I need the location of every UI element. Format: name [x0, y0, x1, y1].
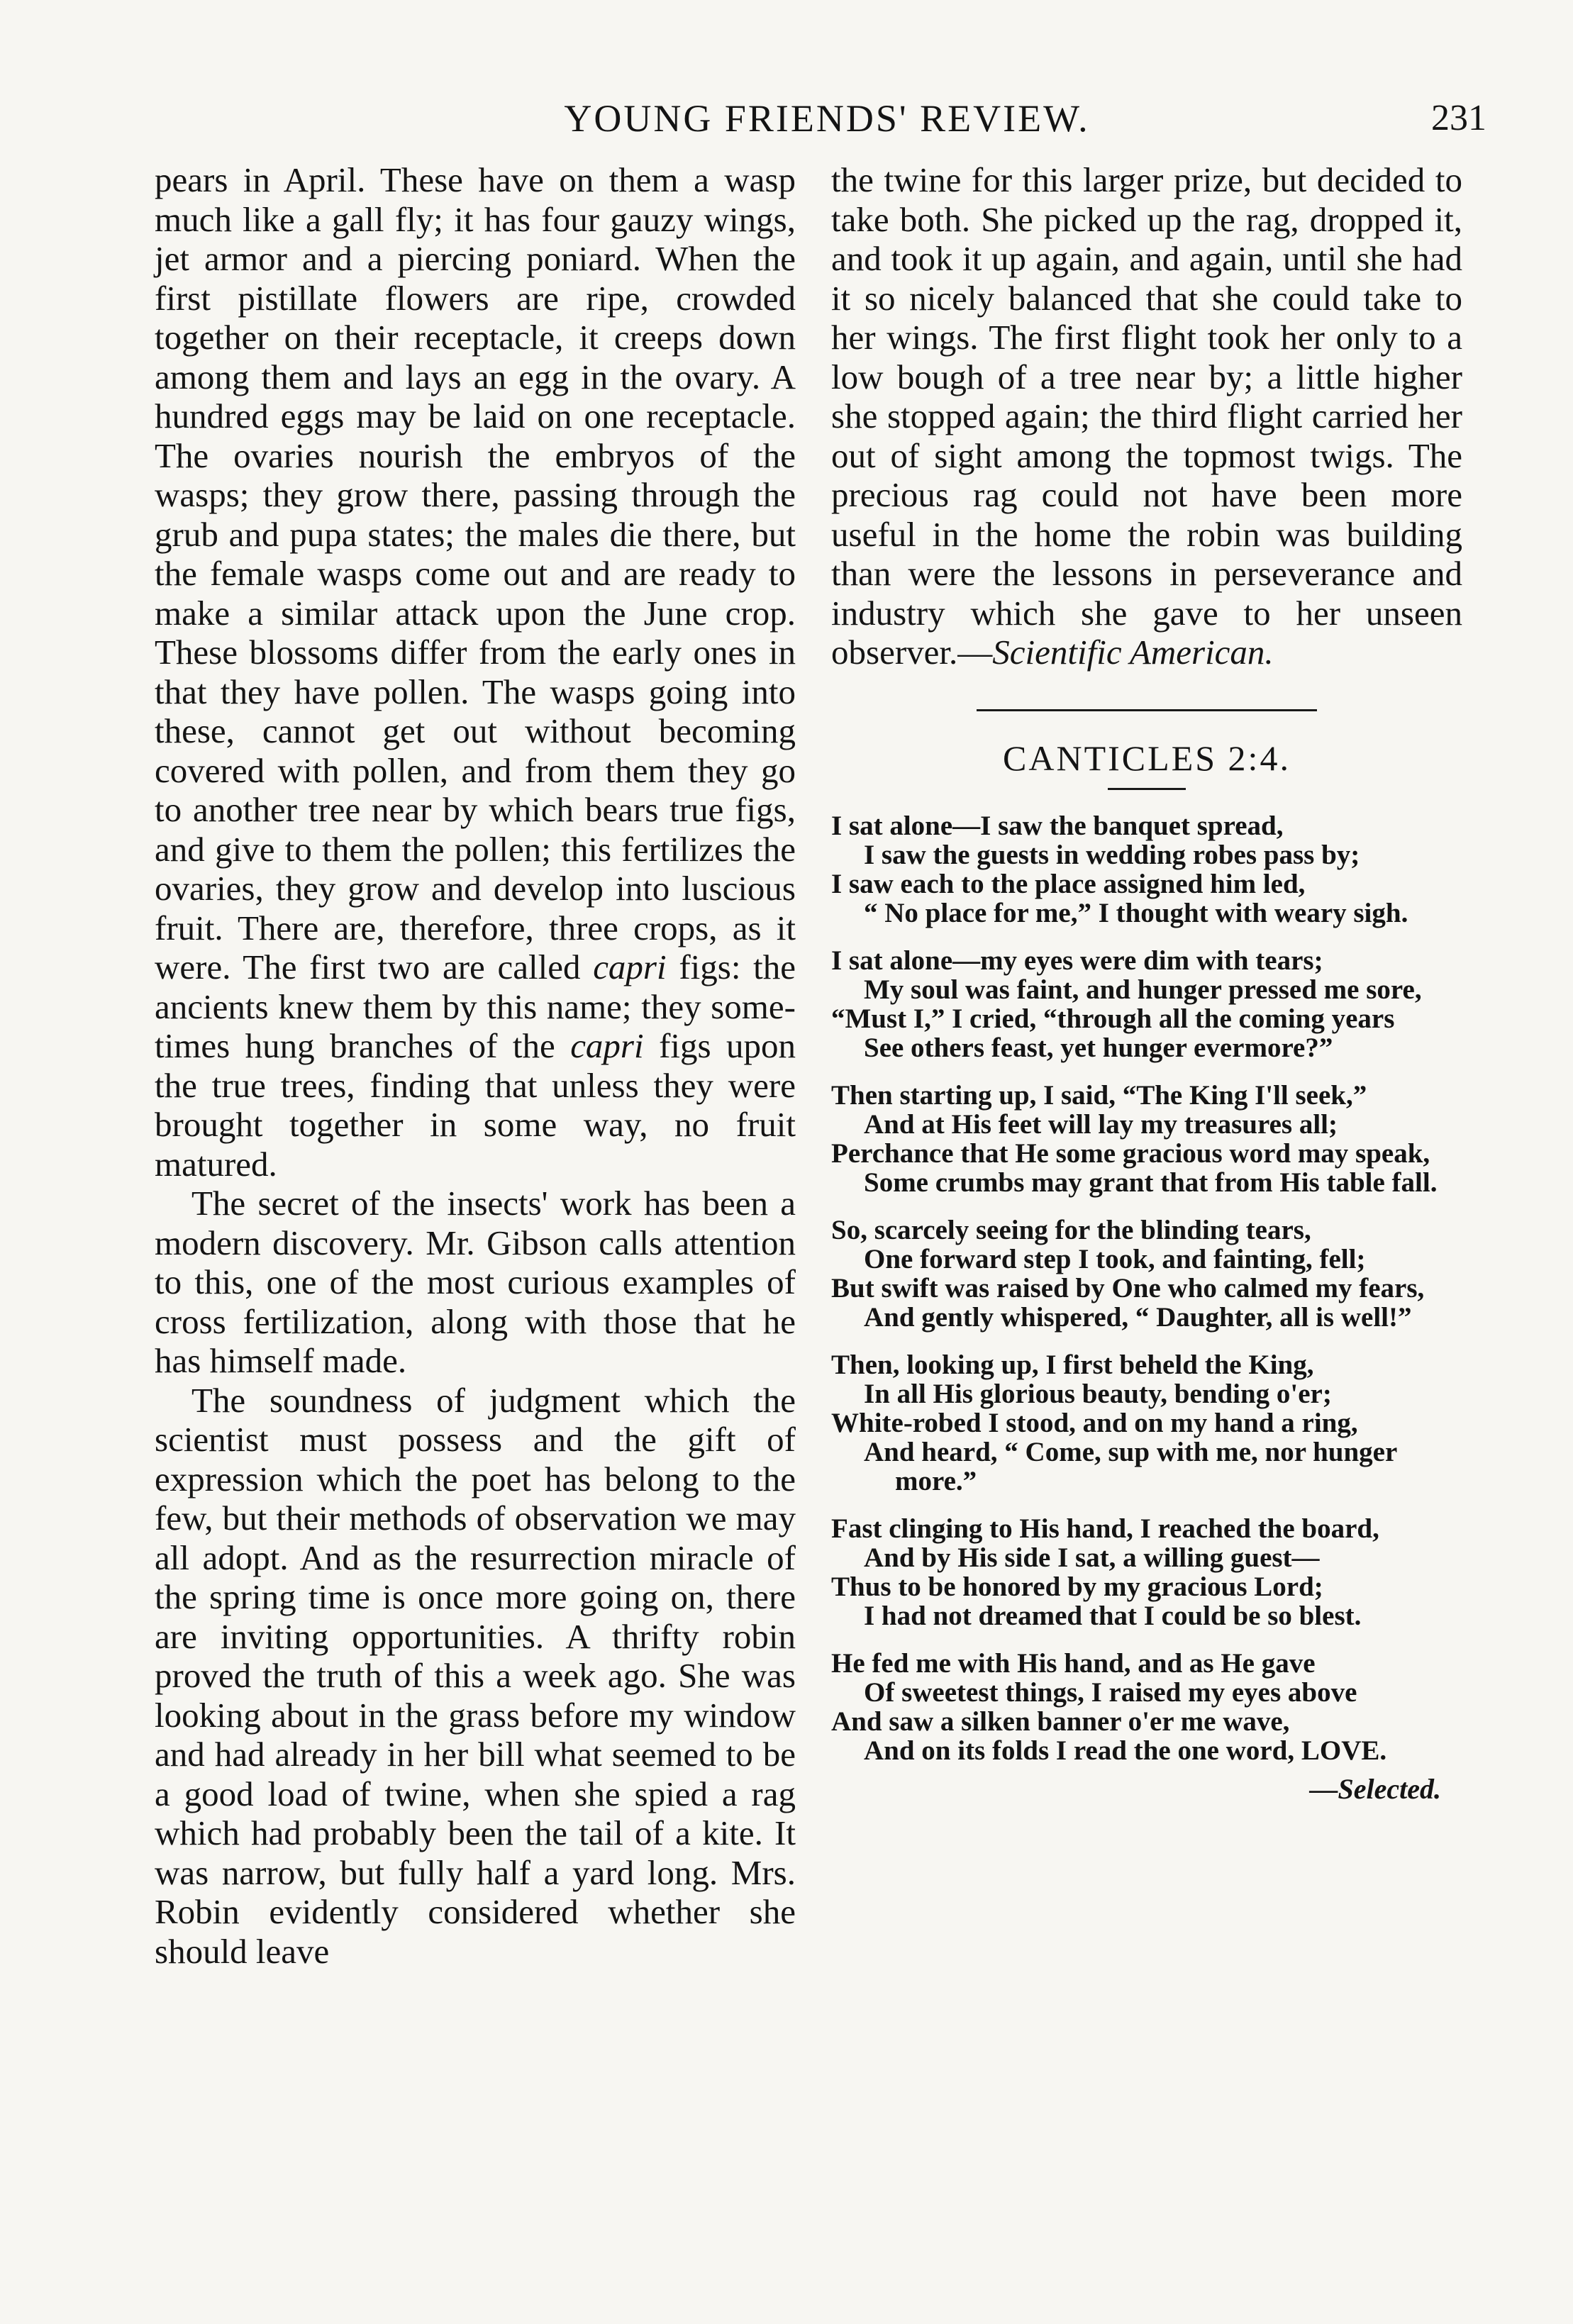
poem-line: “ No place for me,” I thought with weary sigh. — [864, 897, 1408, 928]
poem-line: And at His feet will lay my treasures all; — [864, 1108, 1338, 1140]
poem-line: So, scarcely seeing for the blinding tears, — [831, 1214, 1311, 1245]
poem-line: And saw a silken banner o'er me wave, — [831, 1706, 1290, 1737]
italic-term: capri — [593, 947, 667, 986]
paragraph-text: pears in April. These have on them a wasp much like a gall fly; it has four gauzy wings, jet armor and a piercing poniard. When the first pistillate flowers are ripe, crowded together on their receptacle, it creeps down among them and lays an egg in the ovary. A hundred eggs may be laid on one receptacle. The ovaries nourish the embryos of the wasps; they grow there, passing through the grub and pupa states; the males die there, but the female wasps come out and are ready to make a similar attack upon the June crop. These blossoms differ from the early ones in that they have pollen. The wasps going into these, cannot get out without becoming covered with pollen, and from them they go to another tree near by which bears true figs, and give to them the pollen; this fertilizes the ovaries, they grow and develop into luscious fruit. There are, therefore, three crops, as it were. The first two are called — [155, 160, 796, 986]
poem-line: And by His side I sat, a willing guest— — [864, 1542, 1320, 1573]
poem-stanza — [831, 1081, 1462, 1197]
section-divider — [977, 709, 1317, 711]
poem-line: And on its folds I read the one word, LOVE. — [864, 1735, 1387, 1766]
poem-line: And heard, “ Come, sup with me, nor hunger more.” — [864, 1436, 1397, 1496]
poem-line: “Must I,” I cried, “through all the coming years — [831, 1003, 1395, 1034]
article-source: Scientific American. — [992, 633, 1274, 672]
poem-line: I sat alone—I saw the banquet spread, — [831, 810, 1284, 841]
poem-stanza — [831, 1350, 1462, 1496]
poem-line: My soul was faint, and hunger pressed me sore, — [864, 974, 1422, 1005]
poem-line: See others feast, yet hunger evermore?” — [864, 1032, 1333, 1063]
paragraph-secret: The secret of the insects' work has been a modern discovery. Mr. Gibson calls attention to this, one of the most curious examples of cross fertilization, along with those that he has himself made. — [155, 1184, 796, 1380]
poem-stanza — [831, 1514, 1462, 1630]
italic-term: capri — [570, 1026, 644, 1065]
poem-line: He fed me with His hand, and as He gave — [831, 1647, 1316, 1679]
poem-stanza — [831, 811, 1462, 928]
poem — [831, 811, 1462, 1765]
page-header — [153, 87, 1486, 150]
right-column — [831, 160, 1462, 1805]
poem-line: Thus to be honored by my gracious Lord; — [831, 1571, 1323, 1602]
poem-stanza — [831, 946, 1462, 1062]
poem-line: I sat alone—my eyes were dim with tears; — [831, 945, 1323, 976]
page-number: 231 — [1431, 98, 1486, 138]
poem-stanza — [831, 1216, 1462, 1332]
paragraph-robin — [831, 160, 1462, 672]
paragraph-soundness: The soundness of judgment which the scientist must possess and the gift of expression which the poet has belong to the few, but their methods of observation we may all adopt. And as the resurrection miracle of the spring time is once more going on, there are inviting opportunities. A thrifty robin proved the truth of this a week ago. She was looking about in the grass before my window and had already in her bill what seemed to be a good load of twine, when she spied a rag which had probably been the tail of a kite. It was narrow, but fully half a yard long. Mrs. Robin evidently considered whether she should leave — [155, 1380, 796, 1971]
poem-line: In all His glorious beauty, bending o'er; — [864, 1378, 1332, 1409]
poem-line: I saw the guests in wedding robes pass by; — [864, 839, 1360, 870]
poem-line: Then starting up, I said, “The King I'll seek,” — [831, 1079, 1367, 1111]
paragraph-text: the twine for this larger prize, but decided to take both. She picked up the rag, dropped it, and took it up again, and again, until she had it so nicely balanced that she could take to her wings. The first flight took her only to a low bough of a tree near by; a little higher she stopped again; the third flight carried her out of sight among the topmost twigs. The precious rag could not have been more useful in the home the robin was building than were the lessons in perseverance and industry which she gave to her unseen observer.— — [831, 160, 1462, 672]
poem-line: Perchance that He some gracious word may speak, — [831, 1138, 1430, 1169]
paragraph-text: figs upon the true trees, finding that unless they were brought together in some way, no fruit matured. — [155, 1026, 796, 1184]
paragraph-fig-wasps — [155, 160, 796, 1184]
poem-line: Of sweetest things, I raised my eyes above — [864, 1677, 1357, 1708]
left-column — [155, 160, 796, 1971]
poem-line: Then, looking up, I first beheld the King, — [831, 1349, 1314, 1380]
poem-line: I saw each to the place assigned him led, — [831, 868, 1306, 899]
poem-line: Fast clinging to His hand, I reached the board, — [831, 1513, 1379, 1544]
poem-line: But swift was raised by One who calmed my fears, — [831, 1272, 1425, 1303]
poem-stanza — [831, 1649, 1462, 1765]
poem-title: CANTICLES 2:4. — [1003, 738, 1291, 778]
poem-line: White-robed I stood, and on my hand a ring, — [831, 1407, 1358, 1438]
poem-line: Some crumbs may grant that from His table fall. — [864, 1167, 1438, 1198]
poem-line: And gently whispered, “ Daughter, all is well!” — [864, 1301, 1412, 1333]
title-underline — [1108, 788, 1186, 790]
poem-line: One forward step I took, and fainting, fell; — [864, 1243, 1366, 1274]
running-title: YOUNG FRIENDS' REVIEW. — [564, 97, 1090, 140]
paragraph-text: figs: the ancients knew them by this name; they sometimes hung branches of the — [155, 947, 796, 1065]
poem-line: I had not dreamed that I could be so blest. — [864, 1600, 1362, 1631]
poem-source: —Selected. — [1309, 1772, 1441, 1805]
